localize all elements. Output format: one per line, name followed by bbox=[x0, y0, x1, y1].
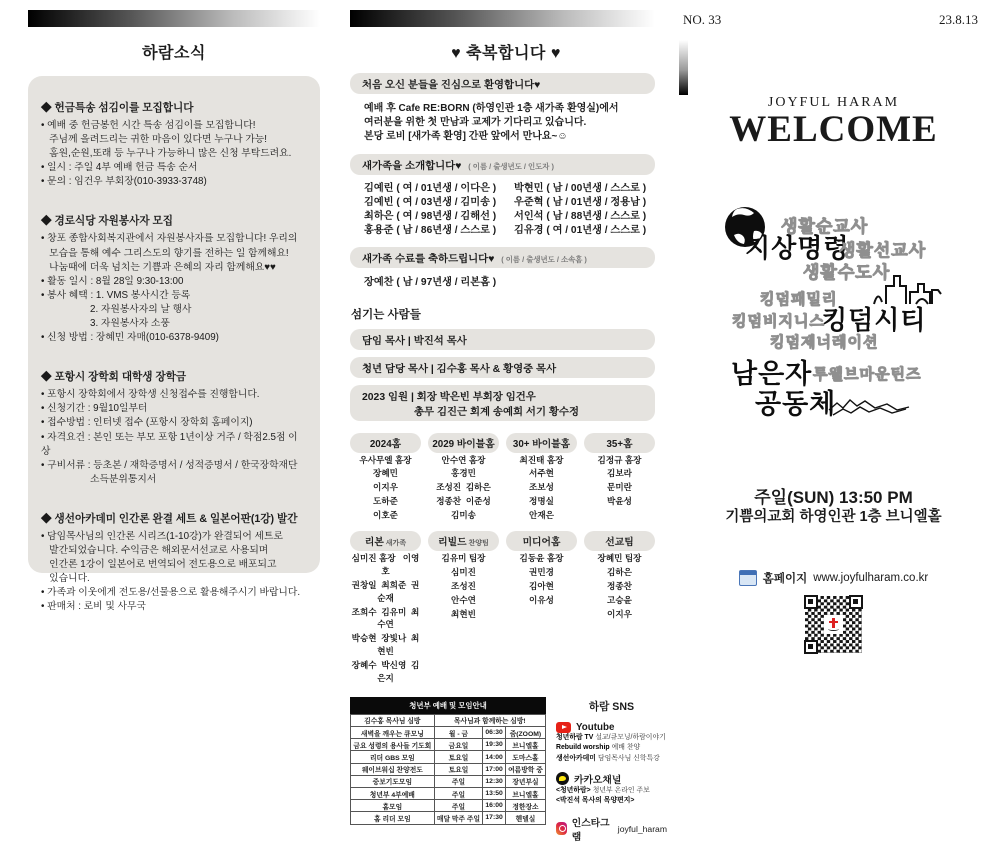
schedule-table-header: 청년부 예배 및 모임안내 bbox=[350, 697, 546, 714]
schedule-cell: 장년부실 bbox=[505, 775, 545, 787]
senior-pastor-label: 담임 목사 | 박진석 목사 bbox=[362, 335, 467, 347]
schedule-cell: 16:00 bbox=[483, 800, 506, 812]
notice-line: • 일시 : 주일 4부 예배 헌금 특송 순서 bbox=[41, 162, 198, 174]
instagram-label: 인스타그램 bbox=[571, 817, 610, 843]
group-title: 리본 새가족 bbox=[350, 531, 421, 551]
schedule-cell: 주일 bbox=[434, 800, 483, 812]
qr-finder-icon bbox=[804, 640, 818, 654]
issue-date: 23.8.13 bbox=[939, 12, 978, 27]
schedule-table bbox=[350, 697, 546, 843]
group-member-name: 김동윤 홈장 bbox=[519, 552, 564, 563]
notice-line: • 자격요건 : 본인 또는 부모 포항 1년이상 거주 / 학점2.5점 이상 bbox=[41, 431, 298, 457]
wordart-life-martyr: 생활순교사 bbox=[781, 217, 869, 236]
qr-finder-icon bbox=[849, 595, 863, 609]
notice-line: 소득분위통지서 bbox=[41, 473, 157, 485]
notice-line: • 예배 중 헌금봉헌 시간 특송 섬김이를 모집합니다! bbox=[41, 120, 256, 131]
schedule-cell: 김수홍 목사님 심방 bbox=[351, 714, 435, 726]
notice-line: 있습니다. bbox=[41, 573, 90, 585]
schedule-row bbox=[351, 714, 546, 726]
notice-line: 발간되었습니다. 수익금은 해외문서선교로 사용되며 bbox=[41, 544, 269, 556]
group-title: 2024홈 bbox=[350, 433, 421, 453]
youth-pastor-pill bbox=[350, 357, 655, 378]
schedule-row bbox=[351, 763, 546, 775]
schedule-cell: 도마스홀 bbox=[505, 751, 545, 763]
schedule-cell: 여름방학 중 bbox=[505, 763, 545, 775]
schedule-cell: 금요 성령의 용사들 기도회 bbox=[351, 739, 435, 751]
schedule-cell: 금요일 bbox=[434, 739, 483, 751]
schedule-cell: 토요일 bbox=[434, 763, 483, 775]
qr-finder-icon bbox=[804, 595, 818, 609]
group-title: 2029 바이블홈 bbox=[428, 433, 499, 453]
group-member-name: 김하은 bbox=[607, 566, 632, 577]
group-member-name: 권창일 최희준 권순재 bbox=[351, 579, 420, 603]
group-box bbox=[506, 433, 577, 522]
schedule-cell: 14:00 bbox=[483, 751, 506, 763]
notice-title: ◆ 헌금특송 섬김이를 모집합니다 bbox=[41, 102, 194, 114]
schedule-row bbox=[351, 788, 546, 800]
sns-line: <청년하람> 청년부 온라인 주보 bbox=[556, 786, 650, 794]
service-place: 기쁨의교회 하영인관 1층 브니엘홀 bbox=[725, 509, 942, 525]
news-box bbox=[28, 76, 320, 613]
group-member-name: 안수연 홈장 bbox=[441, 454, 486, 465]
kakao-label: 카카오채널 bbox=[574, 774, 622, 786]
schedule-cell: 청년부 4부예배 bbox=[351, 788, 435, 800]
group-member-name: 최진태 홈장 bbox=[519, 454, 564, 465]
welcome-line: 예배 후 Cafe RE:BORN (하영인관 1층 새가족 환영실)에서 bbox=[364, 103, 619, 114]
group-member-name: 조희수 김유미 최수연 bbox=[351, 606, 420, 630]
group-member-name: 우사무엘 홈장 bbox=[359, 454, 412, 465]
group-box bbox=[350, 433, 421, 522]
notice-line: 나눔때에 더욱 넘치는 기쁨과 은혜의 자리 함께해요♥♥ bbox=[41, 261, 276, 273]
notice-line: • 신청기간 : 9월10일부터 bbox=[41, 403, 148, 415]
qr-center-cross-icon bbox=[824, 615, 843, 634]
notice-line: • 가족과 이웃에게 전도용/선물용으로 활용해주시기 바랍니다. bbox=[41, 587, 301, 599]
kakao-row bbox=[556, 772, 667, 786]
notice-title: ◆ 포항시 장학회 대학생 장학금 bbox=[41, 371, 187, 384]
issue-number: NO. 33 bbox=[683, 12, 722, 27]
group-member-name: 이호준 bbox=[373, 510, 398, 521]
instagram-handle: joyful_haram bbox=[617, 823, 667, 834]
group-member-name: 조보성 bbox=[529, 482, 554, 493]
notice-line: 홈원,순원,또래 등 누구나 가능하니 많은 신청 부탁드려요. bbox=[41, 148, 292, 160]
group-member-name: 김미송 bbox=[451, 510, 476, 521]
group-member-name: 이지우 bbox=[373, 482, 398, 493]
group-member-name: 장혜민 팀장 bbox=[597, 552, 642, 563]
group-member-name: 고승윤 bbox=[607, 594, 632, 605]
youth-pastor-label: 청년 담당 목사 | 김수홍 목사 & 황영중 목사 bbox=[362, 363, 557, 375]
graduate-name: 장예찬 ( 남 / 97년생 / 리본홈 ) bbox=[364, 277, 497, 289]
new-member-name: 홍용준 ( 남 / 86년생 / 스스로 ) bbox=[364, 224, 497, 236]
schedule-row bbox=[351, 751, 546, 763]
schedule-cell: 정한장소 bbox=[505, 800, 545, 812]
group-member-name: 조성진 bbox=[451, 580, 476, 591]
group-member-name: 김정규 홈장 bbox=[597, 454, 642, 465]
group-member-name: 심미진 홈장 이영호 bbox=[351, 552, 420, 576]
schedule-cell: 19:30 bbox=[483, 739, 506, 751]
wordart-kingdom-business: 킹덤비지니스 bbox=[732, 313, 825, 330]
right-column bbox=[667, 0, 1000, 707]
instagram-icon bbox=[556, 822, 567, 835]
gradient-bar-vertical bbox=[679, 40, 688, 95]
group-member-name: 장혜수 박신영 김은지 bbox=[351, 660, 420, 683]
group-title: 35+홈 bbox=[584, 433, 655, 453]
wordart-community: 공동체 bbox=[755, 389, 837, 419]
wordart-twelve-mountains: 투웰브마운틴즈 bbox=[813, 366, 922, 383]
schedule-cell: 줌(ZOOM) bbox=[505, 727, 545, 739]
group-box bbox=[428, 433, 499, 522]
group-box bbox=[584, 433, 655, 522]
welcome-pill-label: 처음 오신 분들을 진심으로 환영합니다♥ bbox=[362, 80, 541, 91]
group-member-name: 박윤성 bbox=[607, 496, 632, 507]
sns-line: <박진석 목사의 목양편지> bbox=[556, 797, 635, 805]
sns-panel bbox=[556, 697, 667, 843]
group-box bbox=[428, 531, 499, 685]
home-groups-row2 bbox=[350, 531, 655, 685]
new-member-name: 김예린 ( 여 / 01년생 / 이다은 ) bbox=[364, 183, 497, 195]
instagram-row bbox=[556, 815, 667, 843]
notice-section-book bbox=[41, 511, 307, 615]
new-member-name: 서인석 ( 남 / 88년생 / 스스로 ) bbox=[514, 210, 647, 222]
new-members-list bbox=[364, 182, 667, 237]
wordart-life-missionary: 생활선교사 bbox=[839, 241, 927, 260]
group-member-name: 서주현 bbox=[529, 468, 554, 479]
graduation-pill-note: ( 이름 / 출생년도 / 소속홈 ) bbox=[501, 255, 587, 265]
notice-section-offering bbox=[41, 100, 307, 189]
schedule-cell: 헨델실 bbox=[505, 812, 545, 824]
gradient-bar-left bbox=[28, 10, 320, 27]
notice-line: • 포항시 장학회에서 장학생 신청접수를 진행합니다. bbox=[41, 389, 260, 401]
left-column-title: 하람소식 bbox=[142, 45, 206, 62]
schedule-cell: 12:30 bbox=[483, 775, 506, 787]
officers-line2: 총무 김진근 회계 송예희 서기 황수정 bbox=[414, 406, 579, 418]
bottom-row bbox=[350, 697, 667, 843]
wordart-kingdom-generation: 킹덤제너레이션 bbox=[770, 334, 879, 351]
youtube-lines bbox=[556, 733, 667, 764]
group-title: 선교팀 bbox=[584, 531, 655, 551]
group-member-name: 장혜민 bbox=[373, 468, 398, 479]
brand-welcome: WELCOME bbox=[729, 109, 938, 150]
schedule-cell: 새벽을 깨우는 큐모닝 bbox=[351, 727, 435, 739]
service-time: 주일(SUN) 13:50 PM bbox=[754, 488, 913, 507]
schedule-cell: 17:30 bbox=[483, 812, 506, 824]
new-members-pill-note: ( 이름 / 출생년도 / 인도자 ) bbox=[468, 162, 554, 172]
new-member-name: 우준혁 ( 남 / 01년생 / 정용남 ) bbox=[514, 197, 647, 209]
notice-line: 주님께 올려드리는 귀한 마음이 있다면 누구나 가능! bbox=[41, 134, 267, 146]
notice-line: • 구비서류 : 등초본 / 재학증명서 / 성적증명서 / 한국장학재단 bbox=[41, 459, 298, 471]
sns-line: 청년하람 TV 설교/큐모닝/하람이야기 bbox=[556, 733, 666, 741]
officers-pill bbox=[350, 385, 655, 421]
notice-line: 인간론 1강이 일본어로 번역되어 전도용으로 배포되고 bbox=[41, 559, 277, 571]
servants-heading: 섬기는 사람들 bbox=[351, 308, 421, 321]
middle-column bbox=[345, 0, 667, 843]
brand-top: JOYFUL HARAM bbox=[767, 95, 900, 110]
sns-line: 생선아카데미 담임목사님 신학특강 bbox=[556, 754, 660, 762]
new-member-name: 김예빈 ( 여 / 03년생 / 김미송 ) bbox=[364, 197, 497, 209]
wordart-life-monk: 생활수도사 bbox=[803, 263, 891, 282]
group-box bbox=[584, 531, 655, 685]
homepage-url: www.joyfulharam.co.kr bbox=[813, 572, 929, 584]
group-member-name: 박승현 장빛나 최현빈 bbox=[351, 633, 420, 657]
group-title: 미디어홈 bbox=[506, 531, 577, 551]
schedule-row bbox=[351, 800, 546, 812]
wordart-remnant: 남은자 bbox=[731, 359, 813, 389]
youtube-label: Youtube bbox=[576, 721, 615, 733]
graduates-list bbox=[364, 276, 667, 290]
home-groups-row1 bbox=[350, 433, 655, 522]
welcome-line: 본당 로비 [새가족 환영] 간판 앞에서 만나요~☺ bbox=[364, 130, 568, 142]
schedule-cell: 토요일 bbox=[434, 751, 483, 763]
browser-window-icon bbox=[739, 570, 757, 586]
group-member-name: 이지우 bbox=[607, 608, 632, 619]
notice-line: 모습을 통해 예수 그리스도의 향기를 전하는 일 함께해요! bbox=[41, 247, 289, 259]
group-member-name: 이유성 bbox=[529, 594, 554, 605]
welcome-line: 여러분을 위한 첫 만남과 교제가 기다리고 있습니다. bbox=[364, 116, 587, 128]
group-member-name: 정종찬 이준성 bbox=[436, 496, 491, 507]
new-member-name: 김유경 ( 여 / 01년생 / 스스로 ) bbox=[514, 224, 647, 236]
group-member-name: 김아현 bbox=[529, 580, 554, 591]
schedule-cell: 주일 bbox=[434, 788, 483, 800]
schedule-cell: 17:00 bbox=[483, 763, 506, 775]
notice-line: • 담임목사님의 인간론 시리즈(1-10강)가 완결되어 세트로 bbox=[41, 530, 283, 542]
schedule-row bbox=[351, 775, 546, 787]
new-members-pill-label: 새가족을 소개합니다♥ bbox=[362, 161, 462, 173]
schedule-cell: 주일 bbox=[434, 775, 483, 787]
wordart-great-commission: 지상명령 bbox=[745, 233, 850, 263]
group-box bbox=[506, 531, 577, 685]
notice-line: • 문의 : 임건우 부회장(010-3933-3748) bbox=[41, 176, 207, 188]
left-column bbox=[28, 0, 320, 613]
schedule-row bbox=[351, 739, 546, 751]
schedule-cell: 홈 리더 모임 bbox=[351, 812, 435, 824]
notice-line: • 판매처 : 로비 및 사무국 bbox=[41, 601, 146, 613]
sns-title: 하람 SNS bbox=[588, 700, 635, 713]
schedule-cell: 매달 막주 주일 bbox=[434, 812, 483, 824]
group-member-name: 심미진 bbox=[451, 566, 476, 577]
sns-line: Rebuild worship 예배 찬양 bbox=[556, 744, 641, 752]
schedule-cell: 중보기도모임 bbox=[351, 775, 435, 787]
graduation-pill bbox=[350, 247, 655, 268]
group-member-name: 조성진 김하은 bbox=[436, 482, 491, 493]
youtube-icon bbox=[556, 722, 571, 733]
kakao-lines bbox=[556, 786, 667, 807]
middle-column-title: ♥ 축복합니다 ♥ bbox=[451, 45, 561, 62]
group-member-name: 도하준 bbox=[373, 496, 398, 507]
schedule-cell: 월 - 금 bbox=[434, 727, 483, 739]
group-member-name: 김보라 bbox=[607, 468, 632, 479]
notice-line: • 접수방법 : 인터넷 접수 (포항시 장학회 홈페이지) bbox=[41, 417, 253, 429]
schedule-row bbox=[351, 812, 546, 824]
group-member-name: 문미란 bbox=[607, 482, 632, 493]
notice-line: 3. 자원봉사자 소풍 bbox=[41, 318, 170, 330]
group-member-name: 정종찬 bbox=[607, 580, 632, 591]
new-member-name: 최하은 ( 여 / 98년생 / 김해선 ) bbox=[364, 210, 497, 222]
notice-section-scholarship bbox=[41, 369, 307, 487]
welcome-paragraph bbox=[364, 102, 667, 143]
group-member-name: 안수연 bbox=[451, 594, 476, 605]
schedule-cell: 브니엘홀 bbox=[505, 739, 545, 751]
officers-line1: 2023 임원 | 회장 박은빈 부회장 임건우 bbox=[362, 391, 536, 403]
wordart-kingdom-city: 킹덤시티 bbox=[822, 305, 927, 335]
schedule-cell: 06:30 bbox=[483, 727, 506, 739]
schedule-cell: 브니엘홀 bbox=[505, 788, 545, 800]
senior-pastor-pill bbox=[350, 329, 655, 350]
schedule-cell: 13:50 bbox=[483, 788, 506, 800]
notice-title: ◆ 경로식당 자원봉사자 모집 bbox=[41, 215, 173, 228]
homepage-row bbox=[667, 570, 1000, 586]
notice-line: • 신청 방법 : 장혜민 자매(010-6378-9409) bbox=[41, 332, 219, 344]
notice-line: • 창포 종합사회복지관에서 자원봉사자를 모집합니다! 우리의 bbox=[41, 233, 298, 245]
homepage-label: 홈페이지 bbox=[762, 573, 808, 585]
welcome-pill bbox=[350, 73, 655, 94]
group-title: 리빌드 찬양팀 bbox=[428, 531, 499, 551]
kakao-channel-icon bbox=[556, 772, 569, 785]
schedule-cell: 웨이브워십 찬양전도 bbox=[351, 763, 435, 775]
group-member-name: 최현빈 bbox=[451, 608, 476, 619]
group-member-name: 권민경 bbox=[529, 566, 554, 577]
schedule-cell: 홈모임 bbox=[351, 800, 435, 812]
wordart-kingdom-family: 킹덤패밀리 bbox=[760, 291, 838, 308]
schedule-cell: 리더 GBS 모임 bbox=[351, 751, 435, 763]
group-member-name: 안재은 bbox=[529, 510, 554, 521]
notice-title: ◆ 생선아카데미 인간론 완결 세트 & 일본어판(1강) 발간 bbox=[41, 512, 298, 525]
graduation-pill-label: 새가족 수료를 축하드립니다♥ bbox=[362, 254, 495, 266]
group-title: 30+ 바이블홈 bbox=[506, 433, 577, 453]
notice-line: 2. 자원봉사자의 날 행사 bbox=[41, 303, 192, 315]
wordart-cluster bbox=[667, 200, 1000, 420]
notice-line: • 봉사 혜택 : 1. VMS 봉사시간 등록 bbox=[41, 289, 191, 301]
group-member-name: 김유미 팀장 bbox=[441, 552, 486, 563]
mountains-icon bbox=[827, 396, 911, 416]
notice-section-volunteer bbox=[41, 213, 307, 345]
new-members-pill bbox=[350, 154, 655, 175]
group-member-name: 홍경민 bbox=[451, 468, 476, 479]
schedule-row bbox=[351, 727, 546, 739]
new-member-name: 박현민 ( 남 / 00년생 / 스스로 ) bbox=[514, 183, 647, 195]
youtube-row bbox=[556, 722, 667, 733]
notice-line: • 활동 일시 : 8월 28일 9:30-13:00 bbox=[41, 275, 184, 287]
schedule-cell: 목사님과 함께하는 심방! bbox=[434, 714, 545, 726]
qr-code bbox=[805, 596, 862, 653]
group-box bbox=[350, 531, 421, 685]
gradient-bar-middle bbox=[350, 10, 655, 27]
group-member-name: 정명실 bbox=[529, 496, 554, 507]
